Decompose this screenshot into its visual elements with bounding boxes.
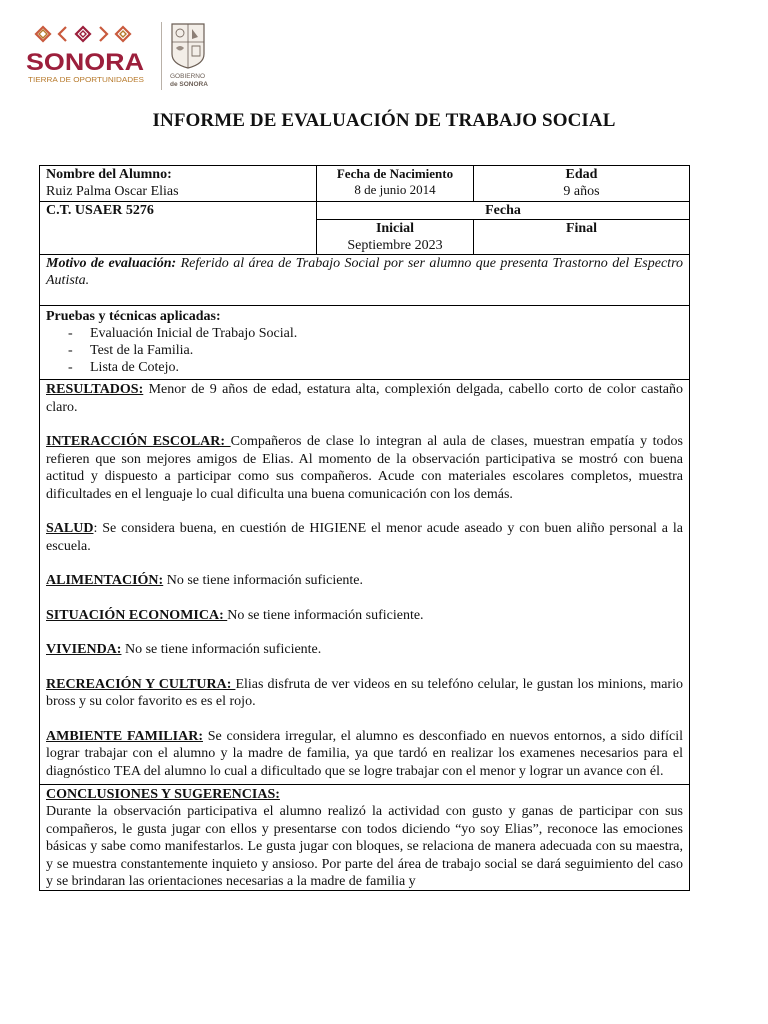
initial-cell bbox=[317, 220, 474, 255]
birth-label: Fecha de Nacimiento bbox=[336, 166, 454, 181]
section-label: SALUD bbox=[46, 521, 94, 536]
birth-date: 8 de junio 2014 bbox=[354, 182, 436, 197]
list-item: - Evaluación Inicial de Trabajo Social. bbox=[68, 325, 683, 342]
sonora-logo bbox=[24, 18, 154, 94]
logo-divider bbox=[161, 22, 162, 90]
brand-tagline: TIERRA DE OPORTUNIDADES bbox=[28, 77, 145, 84]
section-text: Menor de 9 años de edad, estatura alta, complexión delgada, cabello corto de color castaño claro. bbox=[46, 382, 683, 415]
results-cell bbox=[40, 380, 690, 785]
pruebas-label: Pruebas y técnicas aplicadas: bbox=[46, 309, 221, 324]
form-row-student bbox=[40, 166, 690, 202]
section-text: No se tiene información suficiente. bbox=[163, 573, 364, 588]
section-label: AMBIENTE FAMILIAR: bbox=[46, 728, 203, 744]
section-text: No se tiene información suficiente. bbox=[121, 642, 322, 657]
ct-label: C.T. USAER 5276 bbox=[46, 203, 154, 218]
conclusions-label: CONCLUSIONES Y SUGERENCIAS: bbox=[46, 787, 280, 802]
header-logos bbox=[24, 18, 224, 94]
birth-cell bbox=[317, 166, 474, 202]
section-vivienda bbox=[46, 641, 683, 659]
document-title: INFORME DE EVALUACIÓN DE TRABAJO SOCIAL bbox=[152, 110, 616, 131]
student-name: Ruiz Palma Oscar Elias bbox=[46, 184, 179, 199]
motivo-cell bbox=[40, 255, 690, 306]
student-label: Nombre del Alumno: bbox=[46, 167, 172, 182]
section-label: ALIMENTACIÓN: bbox=[46, 573, 164, 588]
evaluation-form bbox=[39, 165, 690, 891]
gov-line2: de SONORA bbox=[170, 81, 208, 88]
motivo-text: Referido al área de Trabajo Social por ser alumno que presenta Trastorno del Espectro Autista. bbox=[46, 256, 683, 288]
list-item: - Lista de Cotejo. bbox=[68, 359, 683, 376]
section-ambiente bbox=[46, 728, 683, 781]
form-row-pruebas bbox=[40, 306, 690, 380]
section-resultados bbox=[46, 381, 683, 416]
brand-name: SONORA bbox=[26, 49, 144, 76]
section-label: SITUACIÓN ECONOMICA: bbox=[46, 607, 228, 623]
section-text: Elias disfruta de ver videos en su telefóno celular, le gustan los minions, mario bross y su color favorito es es el rojo. bbox=[46, 676, 683, 709]
sonora-pattern-icon bbox=[36, 27, 130, 41]
age-cell bbox=[474, 166, 690, 202]
section-recreacion bbox=[46, 676, 683, 711]
section-label: VIVIENDA: bbox=[46, 642, 122, 657]
section-text: Se considera irregular, el alumno es desconfiado en nuevos entornos, a sido difícil lograr trabajar con el alumno y la madre de familia, ya que tardó en realizar los examenes necesarios para el diagnóstico TEA del alumno lo cual a dificultado que se logre trabajar con el menor y lograr un avance con él. bbox=[46, 728, 683, 779]
age-value: 9 años bbox=[563, 184, 600, 199]
section-interaccion bbox=[46, 433, 683, 503]
coat-of-arms-icon bbox=[172, 24, 204, 68]
form-row-ct bbox=[40, 202, 690, 220]
final-label: Final bbox=[565, 221, 598, 236]
conclusions-body bbox=[46, 786, 683, 890]
government-seal bbox=[168, 20, 208, 92]
section-label: INTERACCIÓN ESCOLAR: bbox=[46, 434, 231, 449]
age-label: Edad bbox=[565, 167, 598, 182]
gov-line1: GOBIERNO bbox=[170, 73, 206, 80]
pruebas-cell bbox=[40, 306, 690, 380]
student-cell bbox=[40, 166, 317, 202]
form-row-results bbox=[40, 380, 690, 785]
initial-label: Inicial bbox=[375, 221, 415, 236]
section-label: RESULTADOS: bbox=[46, 382, 144, 397]
initial-value: Septiembre 2023 bbox=[347, 238, 443, 253]
section-economica bbox=[46, 607, 683, 625]
section-text: : Se considera buena, en cuestión de HIGIENE el menor acude aseado y con buen aliño personal a la escuela. bbox=[46, 521, 683, 554]
final-cell bbox=[474, 220, 690, 255]
date-header-cell bbox=[317, 202, 690, 220]
section-text: Compañeros de clase lo integran al aula de clases, muestran empatía y todos refieren que son mejores amigos de Elias. Al momento de la observación participativa se mostró con buena actitud y dispuesto a participar como sus compañeros. Acude con materiales escolares completos, muestra dificultades en el lenguaje lo cual dificulta una buena comunicación con los demás. bbox=[46, 434, 684, 502]
section-text: No se tiene información suficiente. bbox=[227, 607, 424, 623]
form-row-conclusions bbox=[40, 785, 690, 891]
conclusions-cell bbox=[40, 785, 690, 891]
conclusions-text: Durante la observación participativa el alumno realizó la actividad con gusto y ganas de participar con sus compañeros, le gusta jugar con ellos y presentarse con todos diciendo “yo soy Elias”, reconoce las emociones básicas y sabe como manifestarlos. Le gusta jugar con bloques, se relaciona de manera adecuada con su maestra, y se muestra constantemente inquieto y ansioso. Por parte del área de trabajo social se dará seguimiento del caso y se brindaran las orientaciones necesarias a la madre de familia y bbox=[46, 804, 683, 889]
motivo-label: Motivo de evaluación: bbox=[46, 256, 177, 271]
pruebas-list bbox=[46, 325, 683, 376]
section-alimentacion bbox=[46, 572, 683, 590]
date-label: Fecha bbox=[485, 203, 521, 218]
form-row-motivo bbox=[40, 255, 690, 306]
list-item: - Test de la Familia. bbox=[68, 342, 683, 359]
ct-cell bbox=[40, 202, 317, 255]
section-label: RECREACIÓN Y CULTURA: bbox=[46, 676, 236, 692]
section-salud bbox=[46, 520, 683, 555]
